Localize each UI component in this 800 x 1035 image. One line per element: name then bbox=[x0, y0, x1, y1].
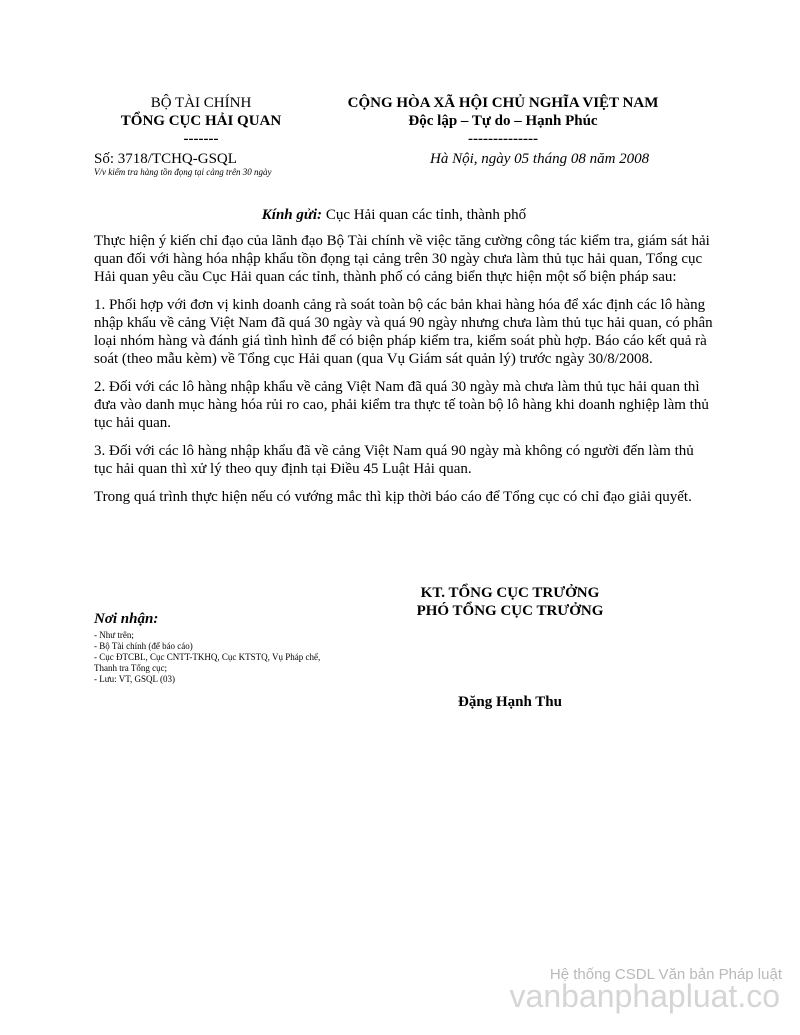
intro-paragraph: Thực hiện ý kiến chỉ đạo của lãnh đạo Bộ Tài chính về việc tăng cường công tác kiểm tra, giám sát hải quan đối với hàng hóa nhập khẩu tồn đọng tại cảng trên 30 ngày chưa làm thủ tục hải quan, Tổng cục Hải quan yêu cầu Cục Hải quan các tỉnh, thành phố có cảng biển thực hiện một số biện pháp sau: bbox=[94, 233, 710, 285]
recipient-item: Thanh tra Tổng cục; bbox=[94, 663, 168, 673]
item-2-paragraph: 2. Đối với các lô hàng nhập khẩu về cảng Việt Nam đã quá 30 ngày mà chưa làm thủ tục hải quan thì đưa vào danh mục hàng hóa rủi ro cao, phải kiểm tra thực tế toàn bộ lô hàng khi doanh nghiệp làm thủ tục hải quan. bbox=[94, 379, 709, 431]
recipient-item: - Cục ĐTCBL, Cục CNTT-TKHQ, Cục KTSTQ, Vụ Pháp chế, bbox=[94, 652, 321, 662]
issuer-rule: ------- bbox=[183, 131, 219, 147]
item-1-paragraph: 1. Phối hợp với đơn vị kinh doanh cảng rà soát toàn bộ các bản khai hàng hóa để xác định các lô hàng nhập khẩu về cảng Việt Nam đã quá 30 ngày và quá 90 ngày nhưng chưa làm thủ tục hải quan, có phân loại nhóm hàng và đánh giá tình hình để có biện pháp kiểm tra, kiểm soát phù hợp. Báo cáo kết quả rà soát (theo mẫu kèm) về Tổng cục Hải quan (qua Vụ Giám sát quản lý) trước ngày 30/8/2008. bbox=[94, 297, 713, 367]
national-motto: Độc lập – Tự do – Hạnh Phúc bbox=[408, 113, 598, 129]
addressee-label: Kính gửi: bbox=[261, 207, 323, 223]
document-number: Số: 3718/TCHQ-GSQL bbox=[94, 151, 237, 167]
motto-rule: -------------- bbox=[468, 131, 538, 147]
watermark-site: vanbanphapluat.co bbox=[509, 978, 780, 1014]
recipients-title: Nơi nhận: bbox=[94, 611, 159, 627]
document-subject: V/v kiểm tra hàng tồn đọng tại cảng trên 30 ngày bbox=[94, 167, 272, 177]
signer-name: Đặng Hạnh Thu bbox=[458, 694, 562, 710]
watermark-caption: Hệ thống CSDL Văn bản Pháp luật bbox=[549, 966, 782, 983]
closing-paragraph: Trong quá trình thực hiện nếu có vướng mắc thì kịp thời báo cáo để Tổng cục có chỉ đạo giải quyết. bbox=[94, 489, 692, 505]
recipient-item: - Như trên; bbox=[94, 630, 134, 640]
ministry-name: BỘ TÀI CHÍNH bbox=[150, 95, 252, 111]
signature-title-1: KT. TỔNG CỤC TRƯỞNG bbox=[420, 585, 600, 601]
signature-block bbox=[390, 584, 630, 620]
recipients-list bbox=[94, 630, 394, 685]
addressee-recipient: Cục Hải quan các tỉnh, thành phố bbox=[322, 207, 527, 223]
addressee-line bbox=[94, 206, 694, 224]
document-body bbox=[94, 232, 714, 516]
place-date: Hà Nội, ngày 05 tháng 08 năm 2008 bbox=[430, 151, 650, 167]
item-3-paragraph: 3. Đối với các lô hàng nhập khẩu đã về cảng Việt Nam quá 90 ngày mà không có người đến làm thủ tục hải quan thì xử lý theo quy định tại Điều 45 Luật Hải quan. bbox=[94, 443, 694, 477]
recipient-item: - Lưu: VT, GSQL (03) bbox=[94, 674, 175, 684]
country-name: CỘNG HÒA XÃ HỘI CHỦ NGHĨA VIỆT NAM bbox=[347, 95, 659, 111]
department-name: TỔNG CỤC HẢI QUAN bbox=[120, 113, 282, 129]
recipient-item: - Bộ Tài chính (để báo cáo) bbox=[94, 641, 193, 651]
national-heading bbox=[318, 94, 688, 148]
signature-title-2: PHÓ TỔNG CỤC TRƯỞNG bbox=[416, 603, 604, 619]
issuer-block bbox=[86, 94, 316, 148]
